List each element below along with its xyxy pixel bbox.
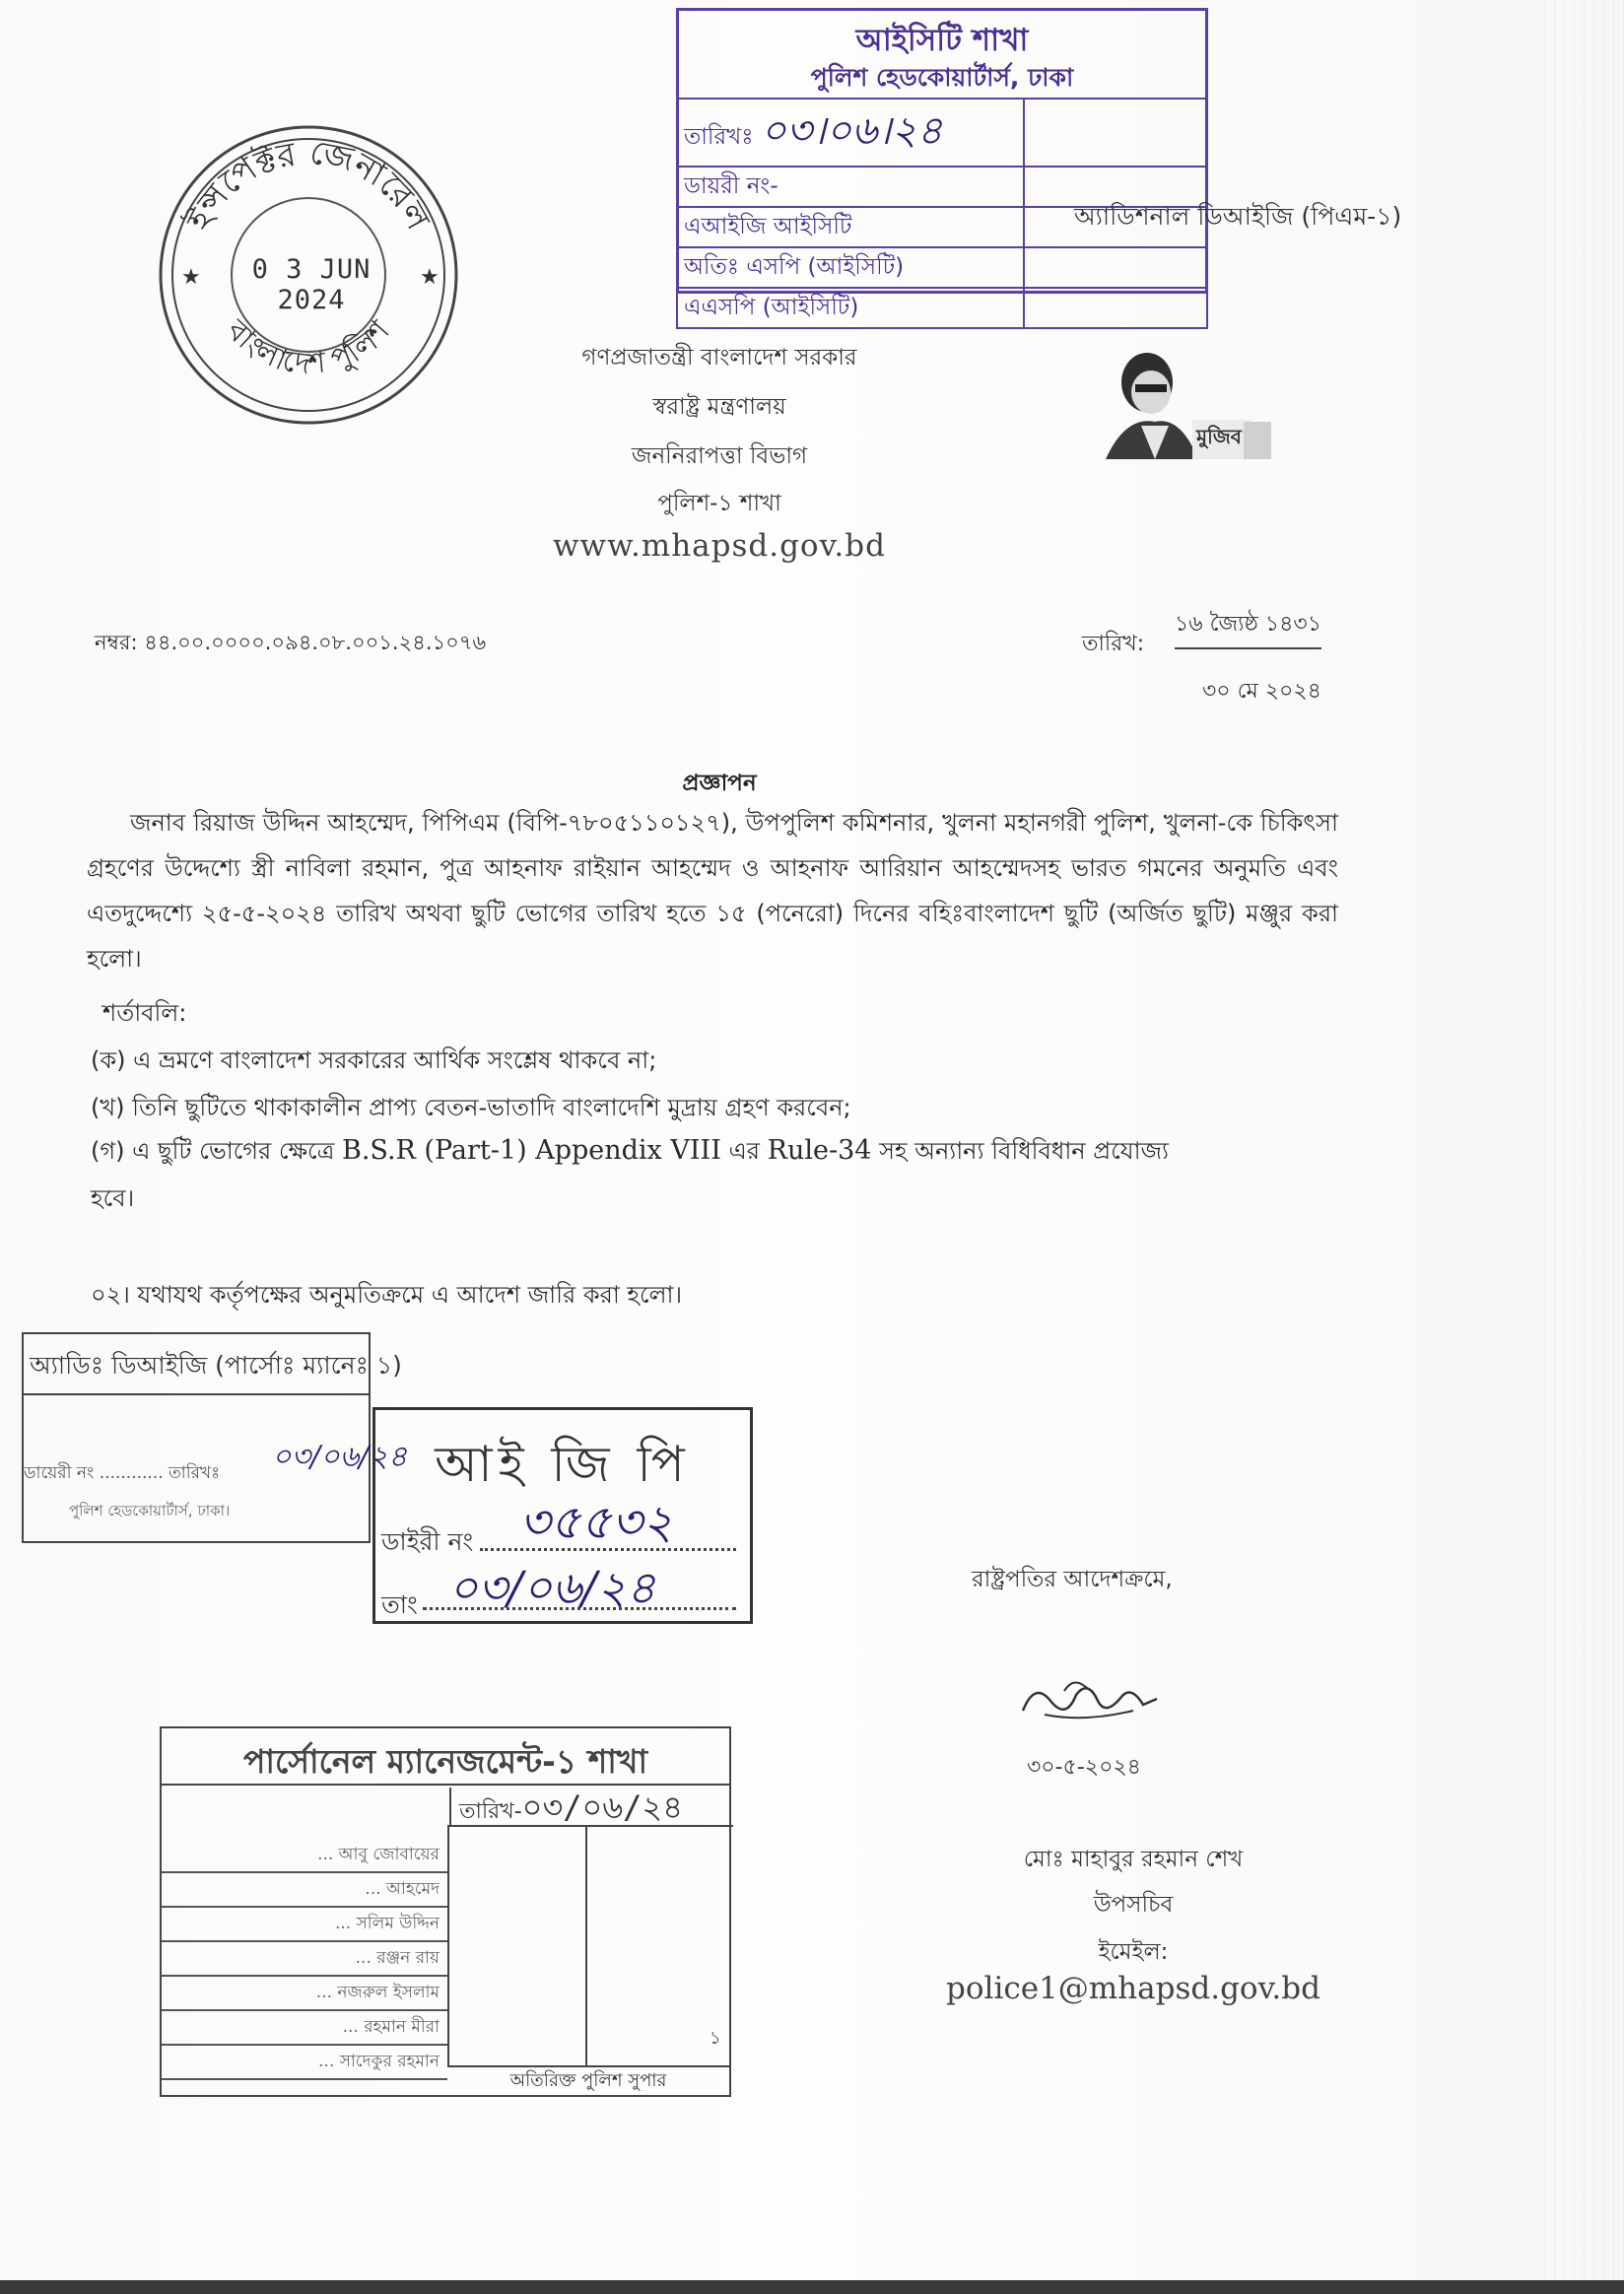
condition-c-end: হবে। (91, 1184, 135, 1212)
adig-personnel-stamp (22, 1332, 408, 1543)
scan-bottom-edge (0, 2280, 1624, 2294)
pm-footer: অতিরিক্ত পুলিশ সুপার (447, 2065, 729, 2095)
pm-date-box (449, 1788, 733, 1827)
adig-stamp-divider (24, 1393, 369, 1395)
mujib-portrait-emblem (1096, 341, 1273, 463)
memo-number: নম্বর: ৪৪.০০.০০০০.০৯৪.০৮.০০১.২৪.১০৭৬ (95, 631, 487, 654)
svg-text:ইন্সপেক্টর জেনারেল: ইন্সপেক্টর জেনারেল (178, 132, 439, 237)
igp-diary-dots (480, 1548, 736, 1551)
additional-dig-note: অ্যাডিশনাল ডিআইজি (পিএম-১) (1074, 202, 1402, 231)
condition-c-suffix: সহ অন্যান্য বিধিবিধান প্রযোজ্য (879, 1137, 1170, 1165)
pm-name-item: ... নজরুল ইসলাম (162, 1977, 447, 2011)
ict-row-date (677, 99, 1207, 167)
signature-date: ৩০-৫-২০২৪ (1027, 1755, 1141, 1780)
igp-date-dots (423, 1607, 736, 1610)
pm-stamp-title: পার্সোনেল ম্যানেজমেন্ট-১ শাখা (242, 1742, 648, 1781)
pm-date-label: তারিখ- (459, 1799, 522, 1824)
ict-row-addl-sp (677, 247, 1207, 288)
pm-name-item: ... আহমেদ (162, 1873, 447, 1908)
signatory-name: মোঃ মাহাবুর রহমান শেখ (1023, 1847, 1244, 1872)
condition-c-rule2: Rule-34 (767, 1135, 872, 1166)
signatory-designation: উপসচিব (1093, 1892, 1174, 1918)
condition-a: (ক) এ ভ্রমণে বাংলাদেশ সরকারের আর্থিক সংশ্লেষ থাকবে না; (91, 1046, 657, 1074)
svg-text:★: ★ (420, 265, 440, 290)
ict-row-label: ডায়রী নং- (677, 167, 1024, 207)
pm-name-item: ... সলিম উদ্দিন (162, 1908, 447, 1942)
adig-stamp-title: অ্যাডিঃ ডিআইজি (পার্সোঃ ম্যানেঃ ১) (30, 1351, 402, 1380)
header-government: গণপ্রজাতন্ত্রী বাংলাদেশ সরকার (581, 345, 857, 371)
igp-stamp (372, 1407, 753, 1624)
emblem-text: মুজিব (1196, 425, 1242, 448)
handwritten-signature (1015, 1671, 1163, 1730)
ict-row-label: এআইজি আইসিটি (677, 207, 1024, 247)
main-paragraph: জনাব রিয়াজ উদ্দিন আহম্মেদ, পিপিএম (বিপি-৭৮০৫১১০১২৭), উপপুলিশ কমিশনার, খুলনা মহানগরী পুলিশ, খুলনা-কে চিকিৎসা গ্রহণের উদ্দেশ্যে স্ত্রী নাবিলা রহমান, পুত্র আহনাফ রাইয়ান আহম্মেদ ও আহনাফ আরিয়ান আহম্মেদসহ ভারত গমনের অনুমতি এবং এতদুদ্দেশ্যে ২৫-৫-২০২৪ তারিখ অথবা ছুটি ভোগের তারিখ হতে ১৫ (পনেরো) দিনের বহিঃবাংলাদেশ ছুটি (অর্জিত ছুটি) মঞ্জুর করা হলো। (87, 809, 1338, 973)
date-gregorian: ৩০ মে ২০২৪ (1202, 679, 1321, 704)
scan-edge (1535, 0, 1624, 2294)
pm-name-item: ... সাদেকুর রহমান (162, 2046, 447, 2080)
document-title: প্রজ্ঞাপন (682, 771, 757, 796)
pm-name-item: ... আবু জোবায়ের (162, 1839, 447, 1873)
pm-name-item: ... রঞ্জন রায় (162, 1942, 447, 1977)
pm-number: ১ (710, 2028, 721, 2049)
igp-diary-handwritten: ৩৫৫৩২ (519, 1495, 673, 1550)
conditions-heading: শর্তাবলি: (102, 999, 187, 1027)
condition-c-rule: B.S.R (Part-1) Appendix VIII (341, 1135, 721, 1166)
ict-row-label: তারিখঃ (684, 124, 754, 150)
pm-divider (162, 1784, 729, 1786)
ict-row-label: অতিঃ এসপি (আইসিটি) (677, 247, 1024, 288)
header-ministry: স্বরাষ্ট্র মন্ত্রণালয় (652, 394, 786, 420)
condition-b: (খ) তিনি ছুটিতে থাকাকালীন প্রাপ্য বেতন-ভাতাদি বাংলাদেশি মুদ্রায় গ্রহণ করবেন; (91, 1094, 851, 1121)
signatory-email: police1@mhapsd.gov.bd (946, 1971, 1320, 2006)
condition-c (91, 1133, 1342, 1173)
igp-diary-label: ডাইরী নং (381, 1527, 474, 1556)
ict-branch-stamp (676, 8, 1208, 320)
svg-text:★: ★ (181, 265, 201, 290)
by-order-of-president: রাষ্ট্রপতির আদেশক্রমে, (972, 1567, 1173, 1592)
condition-c-prefix: (গ) এ ছুটি ভোগের ক্ষেত্রে (91, 1137, 335, 1165)
adig-diary-line: ডায়েরী নং ............ তারিখঃ (24, 1463, 221, 1483)
ict-stamp-title: আইসিটি শাখা (855, 23, 1029, 58)
condition-c-mid: এর (728, 1137, 760, 1165)
pm-column-divider (447, 1825, 449, 2067)
adig-stamp-sub: পুলিশ হেডকোয়ার্টার্স, ঢাকা। (69, 1502, 231, 1519)
date-bangla-calendar: ১৬ জ্যৈষ্ঠ ১৪৩১ (1175, 607, 1321, 649)
svg-text:বাংলাদেশ পুলিশ: বাংলাদেশ পুলিশ (219, 312, 397, 382)
ict-stamp-subtitle: পুলিশ হেডকোয়ার্টার্স, ঢাকা (810, 63, 1074, 92)
ict-handwritten-date: ০৩।০৬।২৪ (760, 108, 943, 154)
igp-date-handwritten: ০৩/০৬/২৪ (448, 1561, 656, 1614)
igp-stamp-title: আই জি পি (435, 1436, 691, 1493)
paragraph-two: ০২। যথাযথ কর্তৃপক্ষের অনুমতিক্রমে এ আদেশ জারি করা হলো। (91, 1281, 683, 1309)
seal-date: 0 3 JUN 2024 (251, 254, 372, 315)
header-division: জননিরাপত্তা বিভাগ (631, 443, 808, 469)
ict-row-asp (677, 288, 1207, 328)
email-label: ইমেইল: (1098, 1939, 1169, 1965)
adig-handwritten-date: ০৩/০৬/২৪ (272, 1440, 408, 1474)
ict-row-label: এএসপি (আইসিটি) (677, 288, 1024, 328)
header-website: www.mhapsd.gov.bd (553, 528, 886, 564)
igp-date-label: তাং (381, 1590, 418, 1619)
date-label: তারিখ: (1082, 632, 1145, 656)
pm-column-divider (585, 1825, 587, 2067)
pm-date-handwritten: ০৩/০৬/২৪ (521, 1788, 683, 1826)
personnel-management-stamp (160, 1726, 731, 2097)
pm-name-item: ... রহমান মীরা (162, 2011, 447, 2046)
header-branch: পুলিশ-১ শাখা (657, 491, 781, 516)
pm-name-list (162, 1839, 447, 2080)
